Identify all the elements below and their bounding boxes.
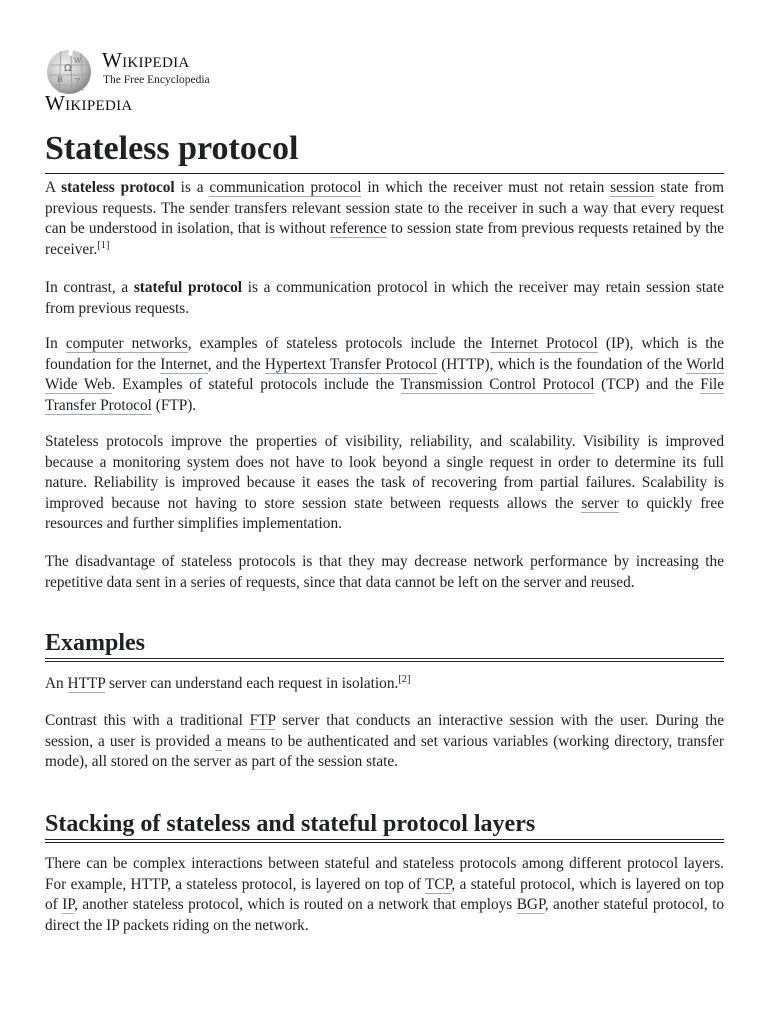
link-world-wide-web[interactable]: World Wide Web [45, 355, 724, 394]
svg-text:W: W [74, 57, 82, 65]
puzzle-globe-icon [45, 47, 93, 95]
link-computer-networks[interactable]: computer networks [65, 335, 188, 352]
section-stacking [45, 809, 724, 843]
link-a[interactable]: a [214, 732, 222, 750]
heading-rule [45, 839, 724, 843]
link-ftp-server[interactable]: FTP [249, 712, 276, 729]
link-http[interactable]: Hypertext Transfer Protocol [264, 355, 438, 373]
link-internet[interactable]: Internet [160, 355, 208, 373]
link-communication-protocol[interactable]: communication protocol [209, 179, 362, 196]
brand-tagline: The Free Encyclopedia [103, 74, 210, 86]
section-examples [45, 628, 724, 662]
intro-paragraph-3: In computer networks, examples of stateless protocols include the Internet Protocol (IP), which is the foundation for the Internet, and the Hypertext Transfer Protocol (HTTP), which is the foundation of the World Wide Web. Examples of stateful protocols include the Transmission Control Protocol (TCP) and the File Transfer Protocol (FTP). [45, 335, 724, 414]
brand-name: Wikipedia [102, 48, 190, 72]
heading-examples: Examples [45, 630, 146, 656]
intro-paragraph-2: In contrast, a stateful protocol is a communication protocol in which the receiver may retain session state from previous requests. [45, 279, 724, 317]
intro-paragraph-5: The disadvantage of stateless protocols is that they may decrease network performance by increasing the repetitive data sent in a series of requests, since that data cannot be left on the server and reused. [45, 553, 724, 591]
link-session[interactable]: session [610, 179, 655, 196]
link-tcp[interactable]: Transmission Control Protocol [400, 376, 595, 394]
svg-text:Ω: Ω [64, 64, 72, 74]
page-title: Stateless protocol [45, 128, 724, 174]
examples-paragraph-2: Contrast this with a traditional FTP server that conducts an interactive session with the user. During the session, a user is provided a means to be authenticated and set various variables (working directory, transfer mode), all stored on the server as part of the session state. [45, 712, 724, 771]
citation-2[interactable]: [2] [398, 674, 411, 685]
link-server[interactable]: server [581, 494, 619, 512]
link-reference[interactable]: reference [330, 220, 387, 238]
link-ip[interactable]: IP [62, 896, 75, 914]
link-http-server[interactable]: HTTP [67, 675, 106, 692]
link-tcp-stack[interactable]: TCP [425, 875, 452, 893]
heading-stacking: Stacking of stateless and stateful protocol layers [45, 811, 536, 837]
link-ftp[interactable]: File Transfer Protocol [45, 376, 724, 414]
examples-paragraph-1: An HTTP server can understand each request in isolation.[2] [45, 674, 411, 692]
intro-paragraph-1: A stateless protocol is a communication protocol in which the receiver must not retain session state from previous requests. The sender transfers relevant session state to the receiver in such a way that every request can be understood in isolation, that is without reference to session state from previous requests retained by the receiver.[1] [45, 179, 724, 258]
stacking-paragraph-1: There can be complex interactions between stateful and stateless protocols among different protocol layers. For example, HTTP, a stateless protocol, is layered on top of TCP, a stateful protocol, which is layered on top of IP, another stateless protocol, which is routed on a network that employs BGP, another stateful protocol, to direct the IP packets riding on the network. [45, 855, 725, 934]
citation-1[interactable]: [1] [97, 239, 110, 251]
heading-rule [45, 658, 724, 662]
link-bgp[interactable]: BGP [516, 896, 545, 914]
wikipedia-wordmark: Wikipedia [45, 91, 133, 115]
link-internet-protocol[interactable]: Internet Protocol [490, 335, 598, 352]
intro-paragraph-4: Stateless protocols improve the properties of visibility, reliability, and scalability. Visibility is improved because a monitoring system does not have to look beyond a single request in order to determine its full nature. Reliability is improved because it eases the task of recovering from partial failures. Scalability is improved because not having to store session state between requests allows the server to quickly free resources and further simplifies implementation. [45, 433, 724, 533]
svg-text:И: И [57, 76, 64, 84]
bold-term: stateless protocol [61, 179, 175, 196]
bold-term: stateful protocol [133, 279, 243, 296]
wikipedia-logo[interactable] [45, 44, 345, 94]
svg-text:ア: ア [74, 77, 81, 85]
